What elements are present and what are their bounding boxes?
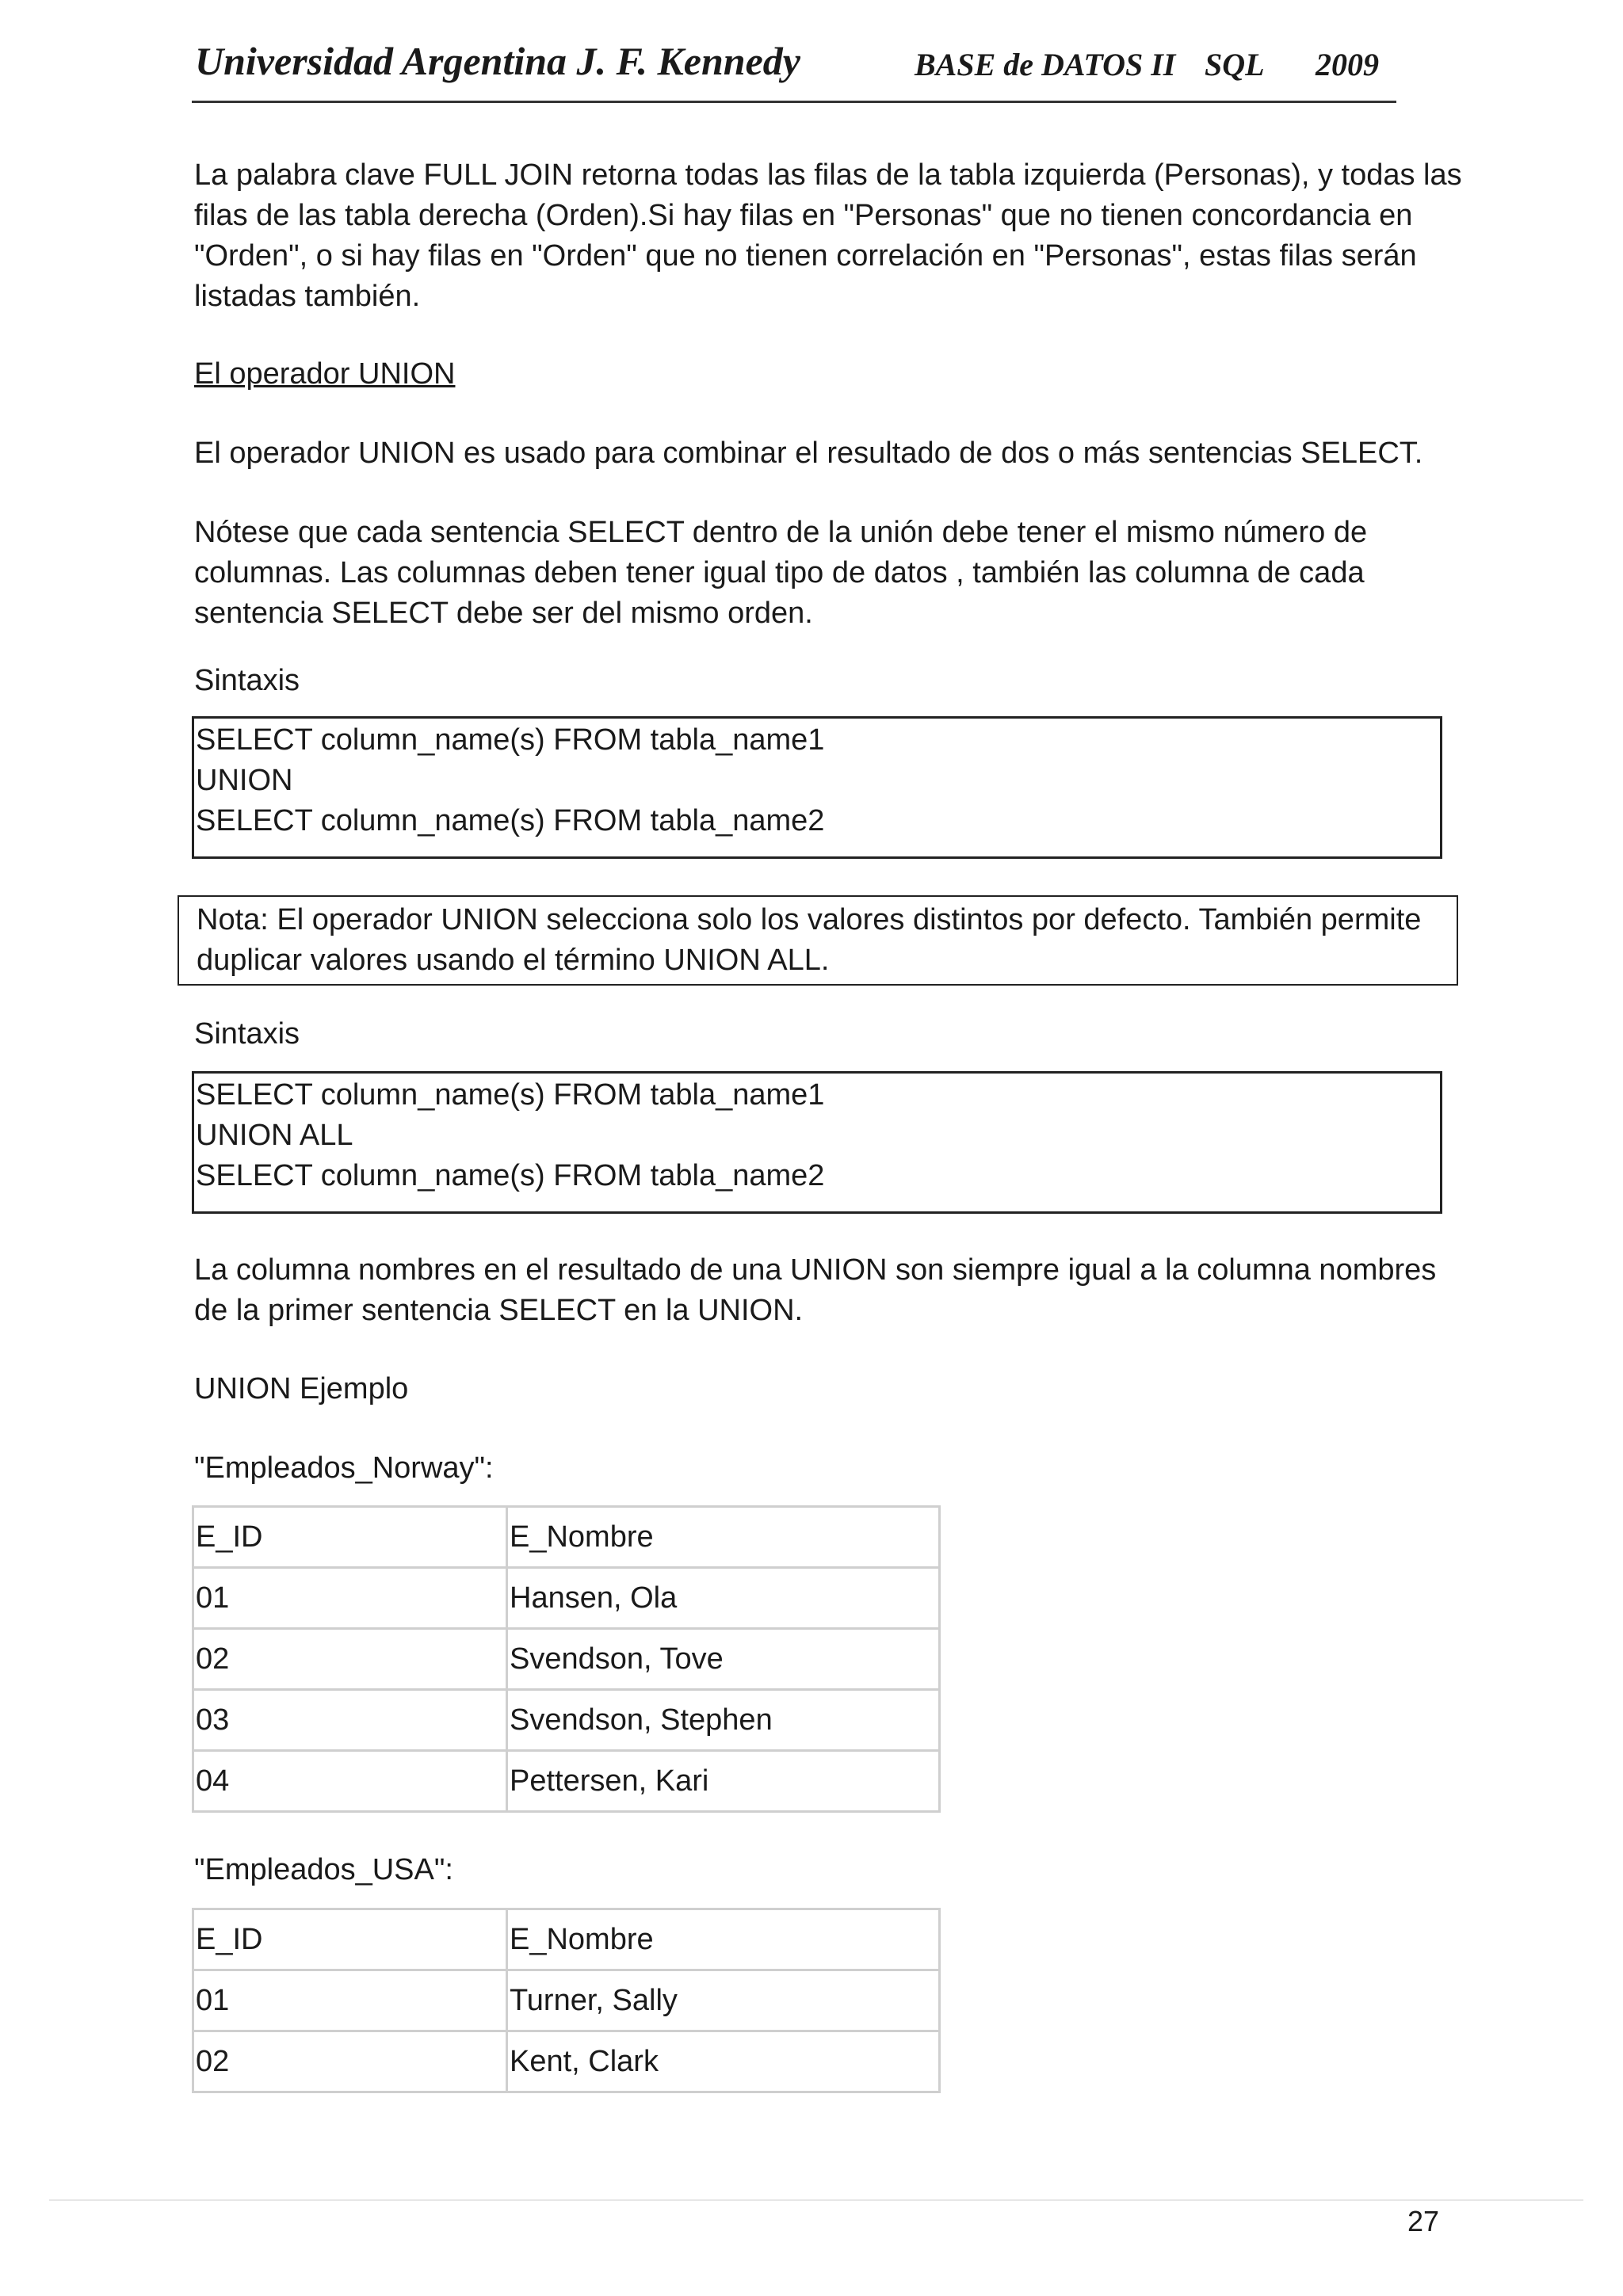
footer-divider: [49, 2199, 1583, 2201]
table-cell: Turner, Sally: [507, 1970, 940, 2031]
column-header: E_Nombre: [507, 1507, 940, 1568]
table-row: [193, 1629, 940, 1690]
column-names-line: de la primer sentencia SELECT en la UNION.: [194, 1294, 804, 1327]
column-header: E_Nombre: [507, 1909, 940, 1970]
column-names-line: La columna nombres en el resultado de una UNION son siempre igual a la columna nombres: [194, 1253, 1437, 1287]
intro-line: La palabra clave FULL JOIN retorna todas las filas de la tabla izquierda (Personas), y todas las: [194, 158, 1462, 192]
table-row: [193, 2031, 940, 2092]
syntax-label: Sintaxis: [194, 1017, 300, 1051]
table-empleados-usa: [192, 1908, 941, 2093]
table-header-row: [193, 1909, 940, 1970]
table-cell: Svendson, Tove: [507, 1629, 940, 1690]
notice-line: columnas. Las columnas deben tener igual tipo de datos , también las columna de cada: [194, 556, 1365, 589]
table-row: [193, 1690, 940, 1751]
code-line: SELECT column_name(s) FROM tabla_name1: [196, 1078, 825, 1112]
table-row: [193, 1970, 940, 2031]
table-cell: 04: [193, 1751, 507, 1812]
syntax-label: Sintaxis: [194, 664, 300, 697]
intro-line: filas de las tabla derecha (Orden).Si hay filas en "Personas" que no tienen concordancia en: [194, 199, 1413, 232]
page-header: [192, 35, 1396, 103]
table-caption-usa: "Empleados_USA":: [194, 1853, 453, 1886]
code-line: SELECT column_name(s) FROM tabla_name2: [196, 1159, 825, 1192]
course-name: BASE de DATOS II: [915, 47, 1176, 82]
table-cell: 03: [193, 1690, 507, 1751]
code-line: SELECT column_name(s) FROM tabla_name2: [196, 804, 825, 837]
example-heading: UNION Ejemplo: [194, 1372, 409, 1405]
notice-line: Nótese que cada sentencia SELECT dentro de la unión debe tener el mismo número de: [194, 516, 1368, 549]
intro-line: "Orden", o si hay filas en "Orden" que no tienen correlación en "Personas", estas filas serán: [194, 239, 1417, 273]
course-language: SQL: [1205, 47, 1265, 82]
intro-line: listadas también.: [194, 280, 421, 313]
table-cell: 01: [193, 1970, 507, 2031]
table-row: [193, 1751, 940, 1812]
section-heading-union: El operador UNION: [194, 357, 456, 391]
code-line: SELECT column_name(s) FROM tabla_name1: [196, 723, 825, 757]
code-line: UNION: [196, 764, 293, 797]
table-cell: 02: [193, 2031, 507, 2092]
table-cell: 02: [193, 1629, 507, 1690]
table-header-row: [193, 1507, 940, 1568]
table-cell: Kent, Clark: [507, 2031, 940, 2092]
table-empleados-norway: [192, 1505, 941, 1813]
syntax-box-union: [192, 716, 1442, 859]
table-cell: Svendson, Stephen: [507, 1690, 940, 1751]
column-header: E_ID: [193, 1507, 507, 1568]
table-caption-norway: "Empleados_Norway":: [194, 1451, 494, 1485]
column-header: E_ID: [193, 1909, 507, 1970]
table-cell: 01: [193, 1568, 507, 1629]
union-description: El operador UNION es usado para combinar el resultado de dos o más sentencias SELECT.: [194, 437, 1423, 470]
notice-line: sentencia SELECT debe ser del mismo orden.: [194, 597, 813, 630]
table-row: [193, 1568, 940, 1629]
page-number: 27: [1407, 2205, 1440, 2237]
note-box: [178, 895, 1458, 986]
table-cell: Hansen, Ola: [507, 1568, 940, 1629]
course-year: 2009: [1316, 47, 1379, 82]
syntax-box-union-all: [192, 1071, 1442, 1214]
note-line: duplicar valores usando el término UNION ALL.: [197, 944, 830, 977]
university-name: Universidad Argentina J. F. Kennedy: [195, 39, 800, 83]
note-line: Nota: El operador UNION selecciona solo los valores distintos por defecto. También permite: [197, 903, 1422, 936]
table-cell: Pettersen, Kari: [507, 1751, 940, 1812]
code-line: UNION ALL: [196, 1119, 353, 1152]
